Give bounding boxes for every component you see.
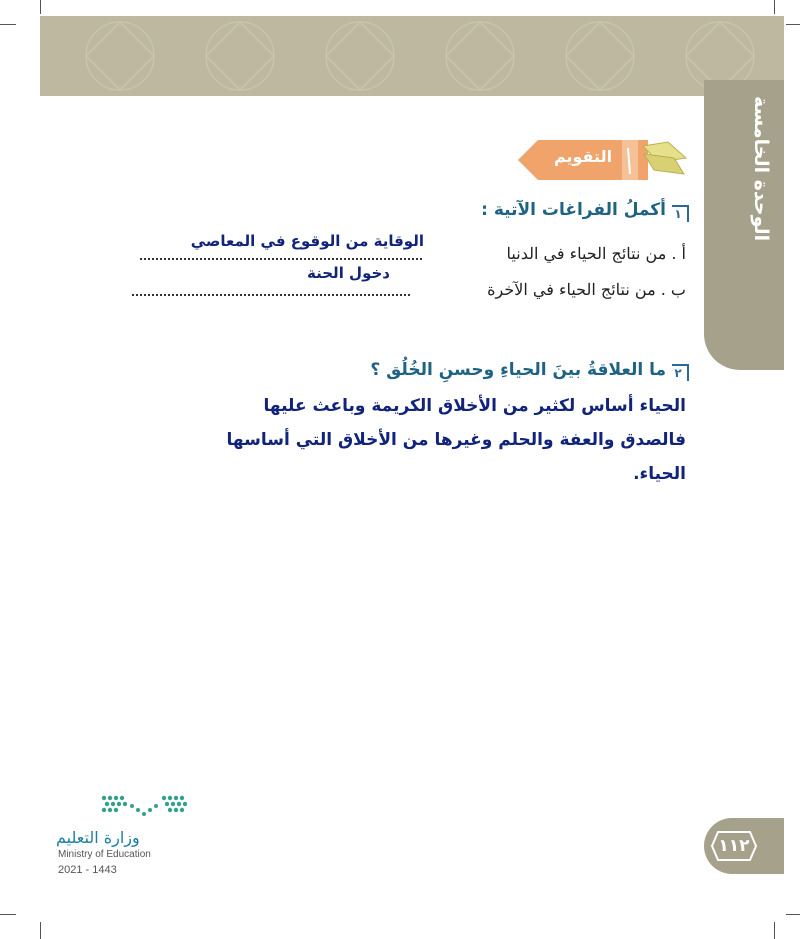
answer-line-2: فالصدق والعفة والحلم وغيرها من الأخلاق التي أساسها — [226, 430, 686, 450]
answer-line-1: الحياء أساس لكثير من الأخلاق الكريمة وباعث عليها — [263, 396, 686, 416]
page-number: ١١٢ — [718, 836, 750, 856]
header-band — [40, 16, 784, 96]
ministry-year: 2021 - 1443 — [58, 864, 117, 876]
item-a-blank — [140, 258, 422, 260]
ministry-logo-icon — [98, 792, 190, 826]
crop-mark — [0, 24, 16, 25]
geometric-pattern — [40, 16, 784, 96]
crop-mark — [774, 922, 775, 939]
item-b-blank — [132, 294, 410, 296]
question-1-number: ١ — [670, 204, 690, 224]
crop-mark — [786, 24, 800, 25]
crop-mark — [40, 922, 41, 939]
crop-mark — [786, 914, 800, 915]
crop-mark — [774, 0, 775, 14]
question-2-number: ٢ — [670, 363, 690, 383]
unit-title: الوحدة الخامسة — [750, 96, 772, 242]
question-2-title: ما العلاقةُ بينَ الحياءِ وحسنِ الخُلُق ؟ — [370, 360, 666, 380]
crop-mark — [40, 0, 41, 14]
evaluation-label: التقويم — [553, 147, 613, 166]
answer-line-3: الحياء. — [633, 464, 686, 484]
item-a-answer: الوقاية من الوقوع في المعاصي — [190, 232, 424, 250]
crop-mark — [0, 914, 16, 915]
ministry-name-en: Ministry of Education — [58, 849, 151, 860]
item-b-prefix: ب . من نتائج الحياء في الآخرة — [487, 280, 686, 299]
ministry-name-ar: وزارة التعليم — [56, 828, 140, 847]
question-1-title: أكملُ الفراغات الآتية : — [481, 200, 666, 220]
item-b-answer: دخول الحنة — [307, 264, 390, 282]
item-a-prefix: أ . من نتائج الحياء في الدنيا — [506, 244, 686, 263]
